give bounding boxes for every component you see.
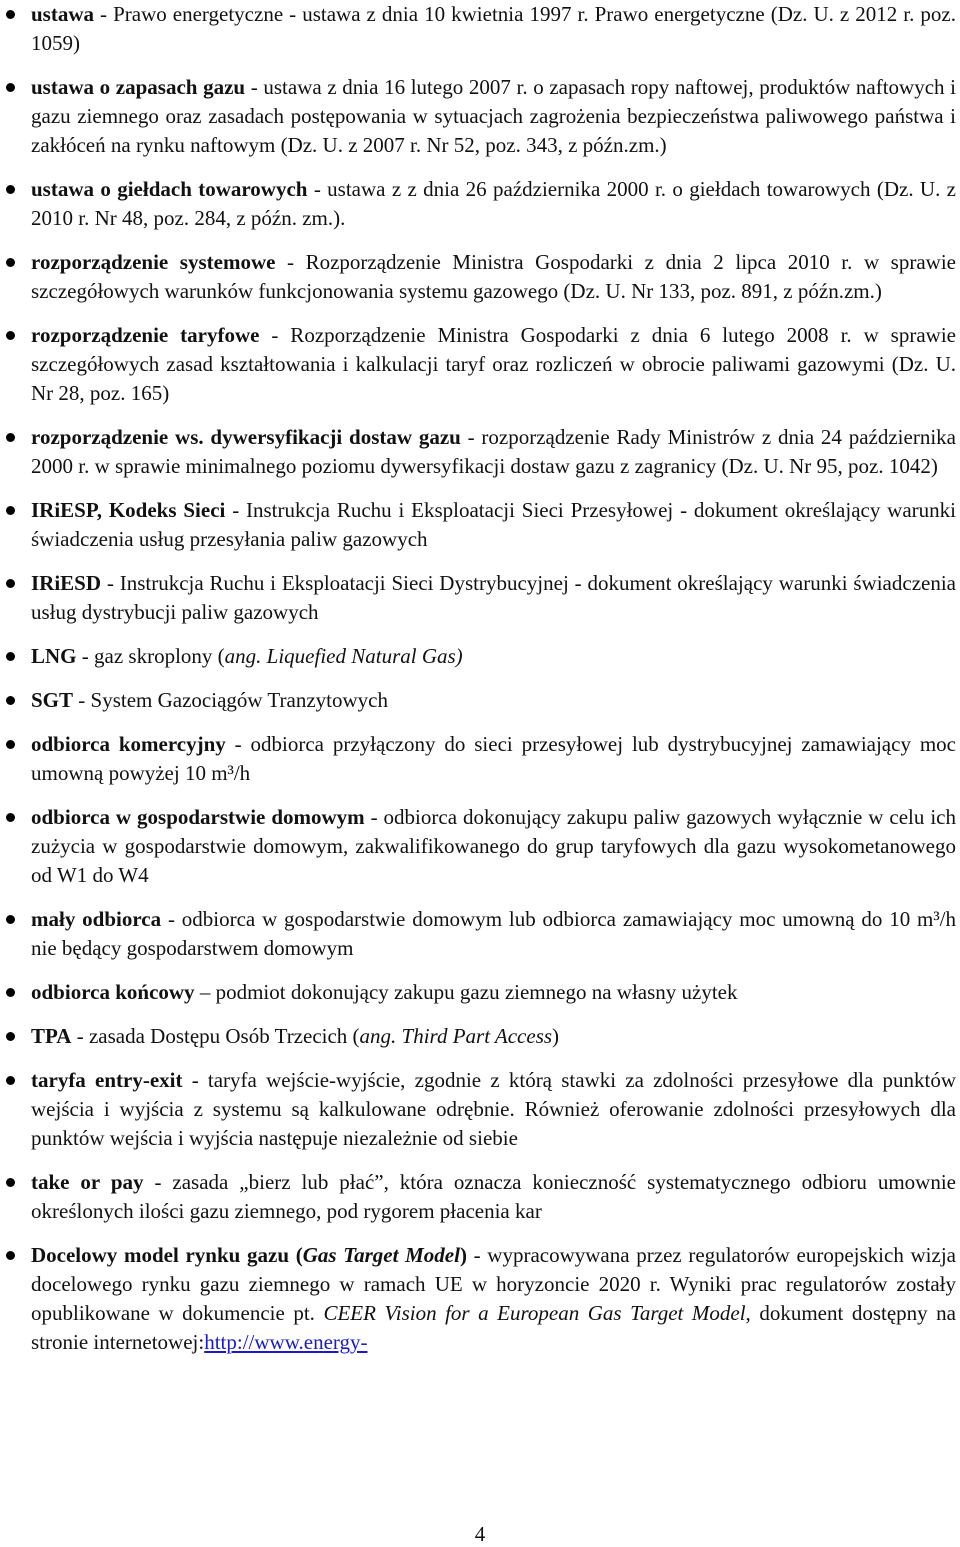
glossary-entry bbox=[0, 1022, 960, 1051]
glossary-entry bbox=[0, 803, 960, 890]
entry-term: take or pay bbox=[31, 1170, 144, 1194]
entry-term: TPA bbox=[31, 1024, 72, 1048]
entry-term: ustawa bbox=[31, 2, 95, 26]
entry-term-italic: Gas Target Model bbox=[302, 1243, 460, 1267]
glossary-entry bbox=[0, 642, 960, 671]
entry-definition: - ustawa z dnia 16 lutego 2007 r. o zapasach ropy naftowej, produktów naftowych i gazu ziemnego oraz zasadach postępowania w sytuacjach zagrożenia bezpieczeństwa paliwowego państwa i zakłóceń na rynku naftowym (Dz. U. z 2007 r. Nr 52, poz. 343, z późn.zm.) bbox=[31, 75, 957, 157]
entry-definition: - odbiorca dokonujący zakupu paliw gazowych wyłącznie w celu ich zużycia w gospodarstwie domowym, zakwalifikowanego do grup taryfowych dla gazu wysokometanowego od W1 do W4 bbox=[31, 805, 956, 887]
entry-term: IRiESD bbox=[31, 571, 102, 595]
entry-term: ustawa o giełdach towarowych bbox=[31, 177, 308, 201]
entry-definition: - Rozporządzenie Ministra Gospodarki z dnia 2 lipca 2010 r. w sprawie szczegółowych warunków funkcjonowania systemu gazowego (Dz. U. Nr 133, poz. 891, z późn.zm.) bbox=[31, 250, 956, 303]
entry-term: Docelowy model rynku gazu ( bbox=[31, 1243, 303, 1267]
entry-definition: - odbiorca w gospodarstwie domowym lub odbiorca zamawiający moc umowną do 10 m³/h nie będący gospodarstwem domowym bbox=[31, 907, 956, 960]
glossary-entry bbox=[0, 730, 960, 788]
entry-term: IRiESP, Kodeks Sieci bbox=[31, 498, 226, 522]
glossary-entry bbox=[0, 423, 960, 481]
entry-definition: - Instrukcja Ruchu i Eksploatacji Sieci Dystrybucyjnej - dokument określający warunki świadczenia usług dystrybucji paliw gazowych bbox=[31, 571, 956, 624]
glossary-entry bbox=[0, 73, 960, 160]
glossary-entry bbox=[0, 1066, 960, 1153]
entry-term: odbiorca końcowy bbox=[31, 980, 195, 1004]
glossary-entry bbox=[0, 1168, 960, 1226]
entry-term: LNG bbox=[31, 644, 77, 668]
entry-definition: - gaz skroplony ( bbox=[76, 644, 225, 668]
entry-definition: - Rozporządzenie Ministra Gospodarki z dnia 6 lutego 2008 r. w sprawie szczegółowych zasad kształtowania i kalkulacji taryf oraz rozliczeń w obrocie paliwami gazowymi (Dz. U. Nr 28, poz. 165) bbox=[31, 323, 956, 405]
entry-definition: - odbiorca przyłączony do sieci przesyłowej lub dystrybucyjnej zamawiający moc umowną powyżej 10 m³/h bbox=[31, 732, 956, 785]
entry-definition: ) bbox=[552, 1024, 560, 1048]
entry-definition: - Instrukcja Ruchu i Eksploatacji Sieci Przesyłowej - dokument określający warunki świadczenia usług przesyłania paliw gazowych bbox=[31, 498, 956, 551]
glossary-entry bbox=[0, 496, 960, 554]
entry-term: odbiorca w gospodarstwie domowym bbox=[31, 805, 365, 829]
entry-definition: - rozporządzenie Rady Ministrów z dnia 24 października 2000 r. w sprawie minimalnego poziomu dywersyfikacji dostaw gazu z zagranicy (Dz. U. Nr 95, poz. 1042) bbox=[31, 425, 956, 478]
entry-definition: - System Gazociągów Tranzytowych bbox=[73, 688, 388, 712]
entry-definition: - wypracowywana przez regulatorów europejskich wizja docelowego rynku gazu ziemnego w ramach UE w horyzoncie 2020 r. Wyniki prac regulatorów zostały opublikowane w dokumencie pt. bbox=[31, 1243, 956, 1325]
entry-definition: - Prawo energetyczne - ustawa z dnia 10 kwietnia 1997 r. Prawo energetyczne (Dz. U. z 2012 r. poz. 1059) bbox=[31, 2, 956, 55]
glossary-entry bbox=[0, 248, 960, 306]
entry-italic-text: CEER Vision for a European Gas Target Model bbox=[323, 1301, 746, 1325]
glossary-entry bbox=[0, 321, 960, 408]
entry-definition: , dokument dostępny na stronie internetowej: bbox=[31, 1301, 957, 1354]
entry-term: rozporządzenie taryfowe bbox=[31, 323, 260, 347]
entry-italic-text: ang. Third Part Access bbox=[359, 1024, 553, 1048]
glossary-entry bbox=[0, 569, 960, 627]
entry-term: mały odbiorca bbox=[31, 907, 162, 931]
entry-term: ) bbox=[459, 1243, 467, 1267]
glossary-entry bbox=[0, 905, 960, 963]
entry-term: taryfa entry-exit bbox=[31, 1068, 183, 1092]
entry-term: SGT bbox=[31, 688, 74, 712]
entry-definition: - zasada „bierz lub płać”, która oznacza konieczność systematycznego odbioru umownie określonych ilości gazu ziemnego, pod rygorem płacenia kar bbox=[31, 1170, 956, 1223]
entry-definition: - zasada Dostępu Osób Trzecich ( bbox=[71, 1024, 360, 1048]
glossary-entry bbox=[0, 1241, 960, 1357]
entry-definition: - taryfa wejście-wyjście, zgodnie z którą stawki za zdolności przesyłowe dla punktów wejścia i wyjścia z systemu są kalkulowane odrębnie. Również oferowanie zdolności przesyłowych dla punktów wejścia i wyjścia następuje niezależnie od siebie bbox=[31, 1068, 957, 1150]
entry-definition: – podmiot dokonujący zakupu gazu ziemnego na własny użytek bbox=[194, 980, 738, 1004]
entry-term: ustawa o zapasach gazu bbox=[31, 75, 246, 99]
glossary-entry bbox=[0, 0, 960, 58]
entry-term: rozporządzenie systemowe bbox=[31, 250, 276, 274]
glossary-entry bbox=[0, 686, 960, 715]
entry-term: odbiorca komercyjny bbox=[31, 732, 226, 756]
entry-definition: - ustawa z z dnia 26 października 2000 r. o giełdach towarowych (Dz. U. z 2010 r. Nr 48, poz. 284, z późn. zm.). bbox=[31, 177, 956, 230]
entry-italic-text: ang. Liquefied Natural Gas) bbox=[224, 644, 463, 668]
entry-link[interactable]: http://www.energy- bbox=[204, 1330, 368, 1354]
entry-term: rozporządzenie ws. dywersyfikacji dostaw gazu bbox=[31, 425, 461, 449]
page-number: 4 bbox=[474, 1522, 486, 1546]
glossary-entry bbox=[0, 175, 960, 233]
glossary-entry bbox=[0, 978, 960, 1007]
